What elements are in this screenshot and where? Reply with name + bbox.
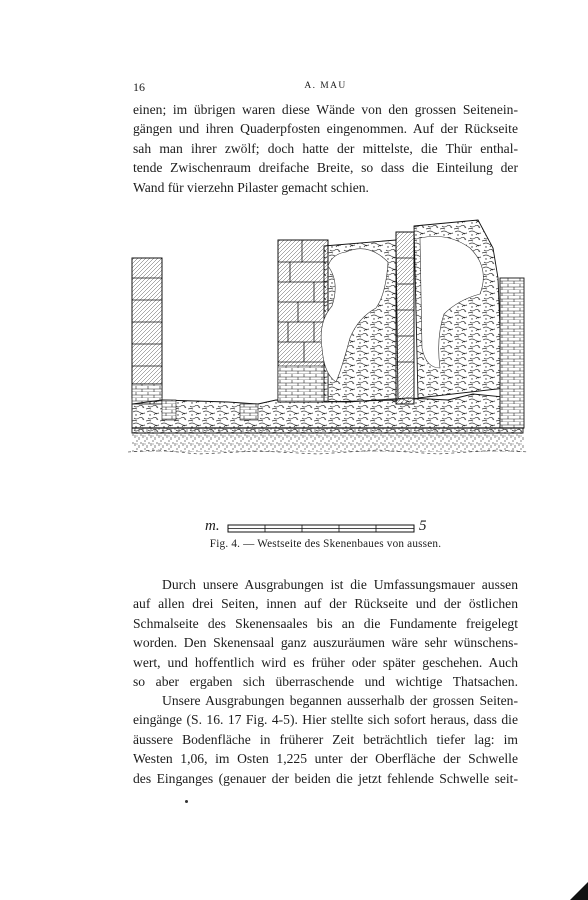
text-line: gängen und ihren Quaderpfosten eingenommen. Auf der Rückseite	[133, 121, 518, 137]
text-line: Unsere Ausgrabungen begannen ausserhalb der grossen Seiten-	[162, 693, 518, 708]
paragraph-1	[133, 575, 518, 691]
scale-bar	[205, 518, 445, 538]
text-line: worden. Den Skenensaal ganz auszuräumen wäre sehr wünschens-	[133, 635, 518, 651]
paragraph-2	[133, 691, 518, 788]
text-line: auf allen drei Seiten, innen auf der Rückseite und der östlichen	[133, 596, 518, 612]
text-line: eingänge (S. 16. 17 Fig. 4-5). Hier stellte sich sofort heraus, dass die	[133, 712, 518, 728]
figure-caption: Fig. 4. — Westseite des Skenenbaues von aussen.	[209, 538, 442, 550]
scale-ruler	[227, 524, 417, 534]
wall-elevation-drawing	[118, 218, 538, 466]
text-line: Wand für vierzehn Pilaster gemacht schien.	[133, 179, 369, 195]
text-line: wert, und hoffentlich wird es früher oder später geschehen. Auch	[133, 654, 518, 670]
scale-start-label: m.	[205, 518, 220, 534]
text-line: so aber ergaben sich überraschende und wichtige Thatsachen.	[133, 673, 518, 689]
text-line: des Einganges (genauer der beiden die jetzt fehlende Schwelle seit-	[133, 770, 518, 786]
paragraph-top	[133, 100, 518, 197]
ink-speck	[185, 800, 188, 803]
running-head: A. MAU	[304, 81, 347, 91]
page-header	[133, 80, 518, 96]
page-number: 16	[133, 80, 145, 94]
text-line: Schmalseite des Skenensaales bis an die Fundamente freigelegt	[133, 615, 518, 631]
text-line: Westen 1,06, im Osten 1,225 unter der Oberfläche der Schwelle	[133, 751, 518, 767]
text-line: tende Zwischenraum dreifache Breite, so dass die Einteilung der	[133, 160, 518, 176]
text-line: Durch unsere Ausgrabungen ist die Umfassungsmauer aussen	[162, 577, 518, 592]
page-corner-mark	[556, 868, 588, 900]
scale-end-label: 5	[419, 518, 427, 534]
text-line: äussere Bodenfläche in früherer Zeit beträchtlich tiefer lag: im	[133, 731, 518, 747]
text-line: einen; im übrigen waren diese Wände von den grossen Seitenein-	[133, 102, 518, 117]
text-line: sah man ihrer zwölf; doch hatte der mittelste, die Thür enthal-	[133, 140, 518, 156]
